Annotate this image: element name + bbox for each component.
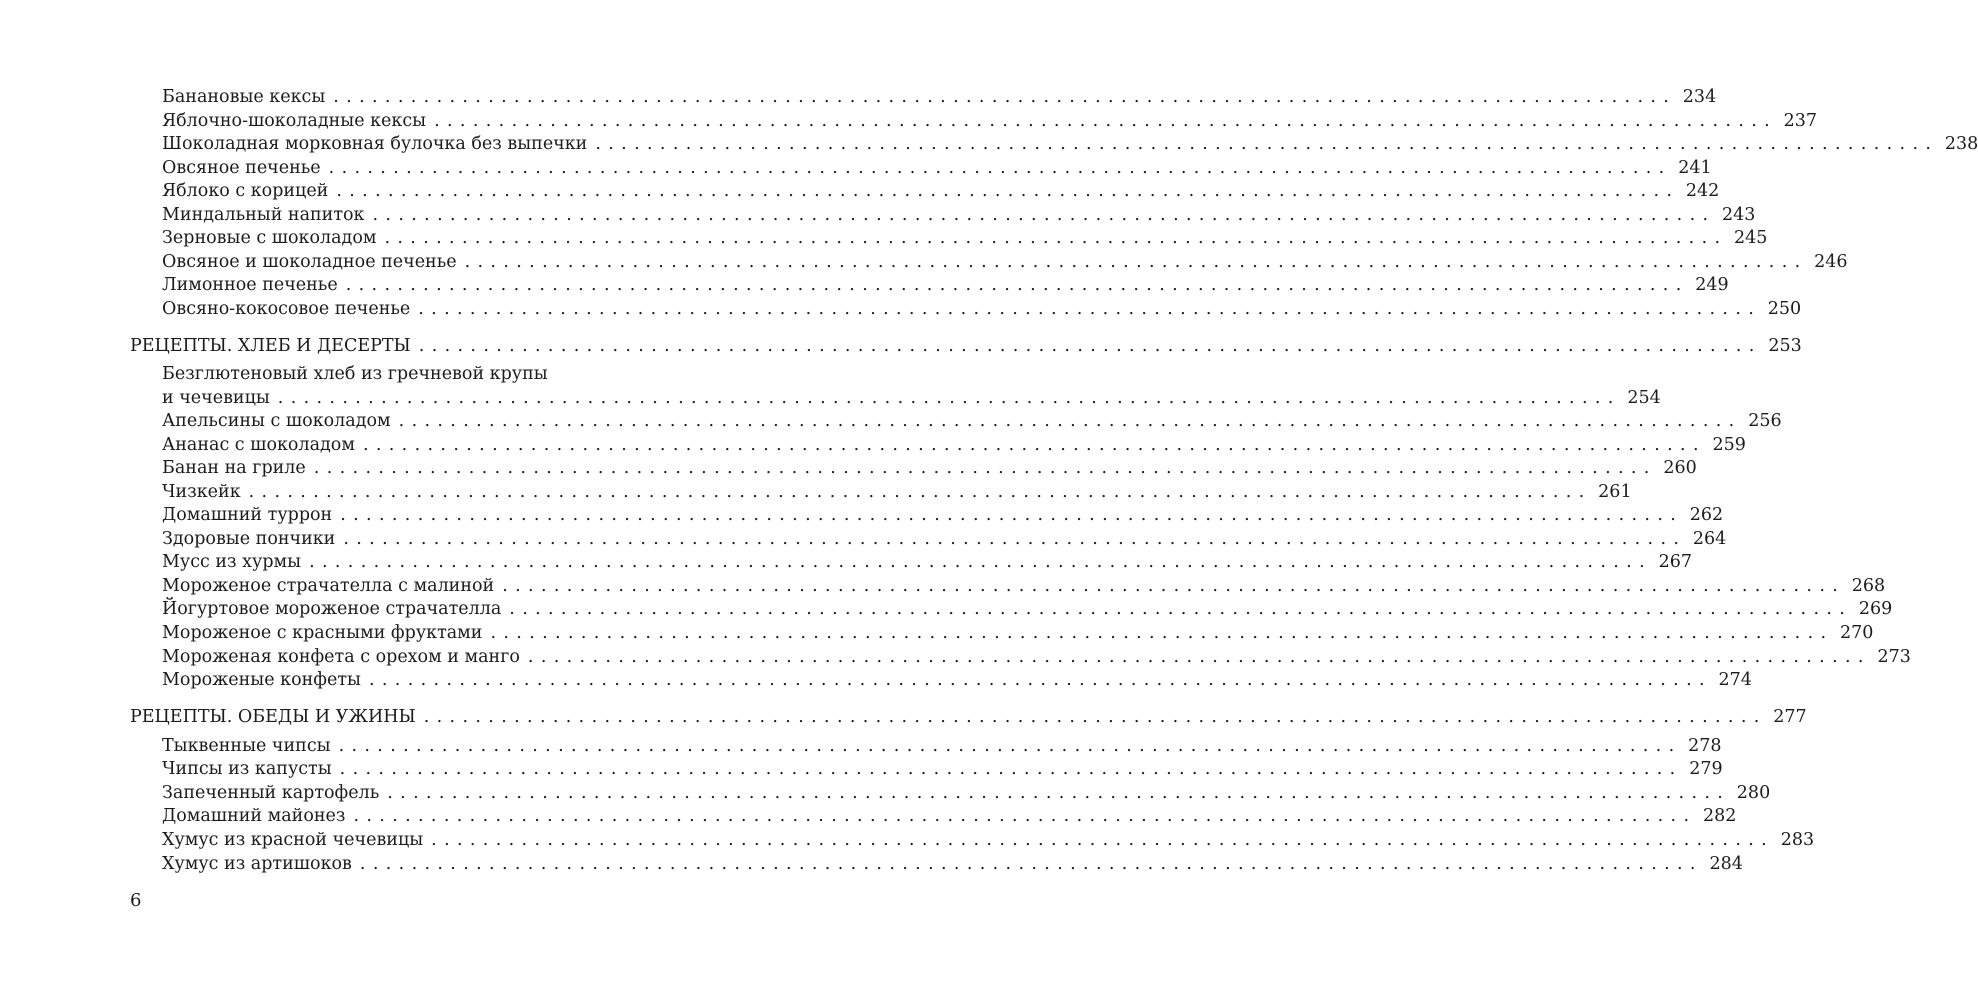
dot-leader: ........................................................................................................	[353, 806, 1697, 826]
toc-entry[interactable]	[162, 133, 1978, 156]
toc-entry-page: 243	[1722, 205, 1756, 225]
toc-entry[interactable]	[162, 598, 1893, 621]
toc-entry[interactable]	[162, 646, 1911, 669]
dot-leader: ........................................................................................................	[431, 830, 1775, 850]
toc-entry[interactable]	[162, 434, 1746, 457]
dot-leader: ........................................................................................................	[368, 670, 1712, 690]
dot-leader: ........................................................................................................	[502, 576, 1846, 596]
toc-entry-title: Миндальный напиток	[162, 205, 365, 225]
toc-entry-page: 262	[1689, 505, 1724, 525]
dot-leader: ........................................................................................................	[423, 707, 1767, 727]
toc-entry-title: Яблочно-шоколадные кексы	[162, 111, 427, 131]
toc-entry-page: 278	[1688, 736, 1722, 756]
toc-entry[interactable]	[162, 622, 1874, 645]
dot-leader: ........................................................................................................	[339, 759, 1683, 779]
dot-leader: ........................................................................................................	[333, 87, 1677, 107]
toc-entry-page: 283	[1780, 830, 1815, 850]
toc-entry[interactable]	[162, 669, 1752, 692]
dot-leader: ........................................................................................................	[418, 299, 1762, 319]
dot-leader: ........................................................................................................	[418, 336, 1762, 356]
toc-entry-page: 241	[1678, 158, 1712, 178]
dot-leader: ........................................................................................................	[336, 181, 1680, 201]
toc-entry-title: Банановые кексы	[162, 87, 326, 107]
toc-entry-title: Ананас с шоколадом	[162, 435, 355, 455]
toc-entry-page: 259	[1712, 435, 1746, 455]
dot-leader: ........................................................................................................	[359, 854, 1703, 874]
toc-entry[interactable]	[162, 410, 1782, 433]
toc-entry-title: Яблоко с корицей	[162, 181, 329, 201]
toc-entry-page: 261	[1598, 482, 1632, 502]
dot-leader: ........................................................................................................	[345, 275, 1689, 295]
dot-leader: ........................................................................................................	[527, 647, 1871, 667]
dot-leader: ........................................................................................................	[595, 134, 1939, 154]
dot-leader: ........................................................................................................	[309, 552, 1652, 572]
toc-entry-page: 280	[1736, 783, 1771, 803]
toc-entry-title: Домашний майонез	[162, 806, 346, 826]
toc-entry-page: 246	[1814, 252, 1848, 272]
section-title: РЕЦЕПТЫ. ОБЕДЫ И УЖИНЫ	[130, 707, 416, 727]
dot-leader: ........................................................................................................	[338, 736, 1682, 756]
toc-entry-page: 234	[1682, 87, 1717, 107]
toc-entry[interactable]	[162, 782, 1771, 805]
dot-leader: ........................................................................................................	[248, 482, 1592, 502]
toc-entry[interactable]	[162, 180, 1720, 203]
page-number: 6	[130, 890, 142, 911]
toc-entry[interactable]	[162, 735, 1722, 758]
toc-entry-page: 237	[1783, 111, 1818, 131]
toc-entry-page: 242	[1685, 181, 1720, 201]
toc-entry-title: Чизкейк	[162, 482, 241, 502]
toc-entry[interactable]	[162, 157, 1712, 180]
toc-entry-page: 269	[1858, 599, 1893, 619]
toc-entry-page: 245	[1734, 228, 1768, 248]
dot-leader: ........................................................................................................	[313, 458, 1657, 478]
toc-entry[interactable]	[162, 528, 1727, 551]
toc-entry-line1[interactable]	[162, 363, 716, 386]
toc-entry[interactable]	[162, 274, 1729, 297]
toc-entry-title: Шоколадная морковная булочка без выпечки	[162, 134, 588, 154]
dot-leader: ........................................................................................................	[509, 599, 1853, 619]
toc-entry-title: Овсяно-кокосовое печенье	[162, 299, 411, 319]
toc-entry[interactable]	[162, 758, 1723, 781]
toc-entry[interactable]	[162, 204, 1756, 227]
toc-entry-title: Мороженая конфета с орехом и манго	[162, 647, 520, 667]
toc-entry-title: Овсяное печенье	[162, 158, 321, 178]
toc-entry-title: Овсяное и шоколадное печенье	[162, 252, 457, 272]
toc-section-heading[interactable]	[130, 706, 1807, 729]
toc-entry-page: 260	[1663, 458, 1697, 478]
toc-entry-page: 264	[1692, 529, 1727, 549]
dot-leader: ........................................................................................................	[372, 205, 1716, 225]
toc-entry[interactable]	[162, 457, 1697, 480]
toc-entry-page: 273	[1877, 647, 1911, 667]
toc-entry[interactable]	[162, 110, 1818, 133]
toc-entry-title: Чипсы из капусты	[162, 759, 332, 779]
dot-leader: ........................................................................................................	[343, 529, 1687, 549]
toc-entry[interactable]	[162, 575, 1886, 598]
toc-entry[interactable]	[162, 251, 1848, 274]
toc-entry-title: Запеченный картофель	[162, 783, 380, 803]
dot-leader: ........................................................................................................	[328, 158, 1672, 178]
toc-entry-title: Домашний туррон	[162, 505, 333, 525]
toc-entry-page: 279	[1689, 759, 1723, 779]
toc-entry-page: 254	[1627, 388, 1661, 408]
toc-entry-title: Зерновые с шоколадом	[162, 228, 377, 248]
section-page: 253	[1768, 336, 1802, 356]
toc-entry-page: 268	[1851, 576, 1886, 596]
toc-entry-title: Лимонное печенье	[162, 275, 338, 295]
dot-leader: ........................................................................................................	[277, 388, 1621, 408]
toc-entry-page: 284	[1709, 854, 1743, 874]
toc-entry-title: и чечевицы	[162, 388, 270, 408]
toc-entry-page: 267	[1658, 552, 1692, 572]
toc-entry-title: Мороженые конфеты	[162, 670, 361, 690]
toc-entry[interactable]	[162, 551, 1692, 574]
dot-leader: ........................................................................................................	[384, 228, 1728, 248]
toc-entry-title: Здоровые пончики	[162, 529, 336, 549]
toc-entry-page: 250	[1767, 299, 1802, 319]
toc-entry-title: Йогуртовое мороженое страчателла	[162, 599, 502, 619]
toc-entry-title: Тыквенные чипсы	[162, 736, 331, 756]
toc-entry[interactable]	[162, 298, 1802, 321]
toc-entry[interactable]	[162, 504, 1724, 527]
toc-entry[interactable]	[162, 481, 1632, 504]
toc-entry-page: 256	[1748, 411, 1782, 431]
toc-entry-title: Апельсины с шоколадом	[162, 411, 391, 431]
toc-entry-title: Банан на гриле	[162, 458, 306, 478]
toc-entry-title: Мороженое с красными фруктами	[162, 623, 483, 643]
toc-entry[interactable]	[162, 86, 1717, 109]
dot-leader: ........................................................................................................	[464, 252, 1808, 272]
toc-entry-title: Хумус из красной чечевицы	[162, 830, 424, 850]
toc-entry[interactable]	[162, 227, 1768, 250]
section-page: 277	[1773, 707, 1807, 727]
dot-leader: ........................................................................................................	[387, 783, 1731, 803]
toc-entry[interactable]	[162, 387, 1661, 410]
toc-entry-page: 238	[1944, 134, 1978, 154]
toc-entry[interactable]	[162, 805, 1737, 828]
toc-entry-page: 282	[1702, 806, 1737, 826]
dot-leader: ........................................................................................................	[398, 411, 1742, 431]
toc-entry-title: Мороженое страчателла с малиной	[162, 576, 495, 596]
dot-leader: ........................................................................................................	[490, 623, 1834, 643]
toc-entry-title: Безглютеновый хлеб из гречневой крупы	[162, 364, 548, 384]
toc-entry[interactable]	[162, 853, 1743, 876]
toc-entry-title: Мусс из хурмы	[162, 552, 302, 572]
toc-entry[interactable]	[162, 829, 1815, 852]
dot-leader: ........................................................................................................	[434, 111, 1778, 131]
section-title: РЕЦЕПТЫ. ХЛЕБ И ДЕСЕРТЫ	[130, 336, 411, 356]
toc-entry-page: 274	[1718, 670, 1752, 690]
dot-leader: ........................................................................................................	[340, 505, 1684, 525]
toc-entry-page: 249	[1695, 275, 1729, 295]
toc-entry-page: 270	[1840, 623, 1874, 643]
dot-leader: ........................................................................................................	[362, 435, 1706, 455]
toc-entry-title: Хумус из артишоков	[162, 854, 352, 874]
toc-section-heading[interactable]	[130, 335, 1802, 358]
